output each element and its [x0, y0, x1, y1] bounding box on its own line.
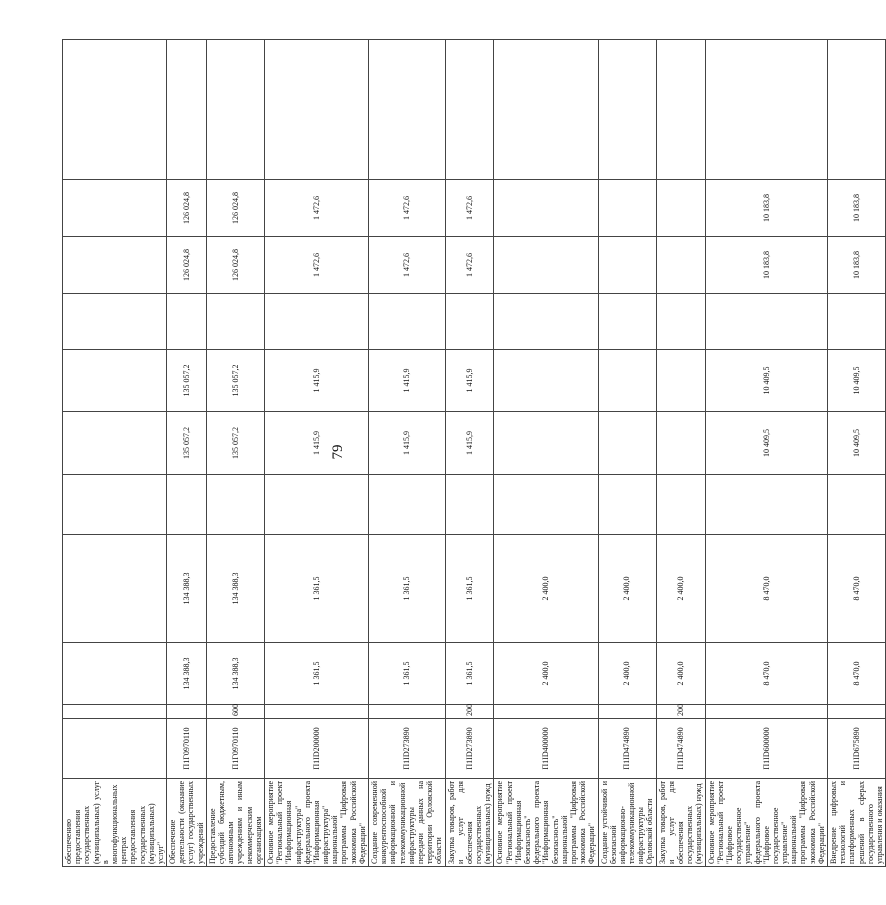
cell-c4: 135 057,2 — [167, 412, 207, 475]
cell-c5: 1 415,9 — [445, 350, 494, 412]
cell-vr — [598, 705, 656, 719]
cell-c3 — [445, 475, 494, 535]
cell-c6 — [264, 294, 368, 350]
cell-c6 — [828, 294, 886, 350]
cell-name: Создание устойчивой и безопасной информационно-телекоммуникационной инфраструктуры Орловской области — [598, 779, 656, 867]
cell-c8: 1 472,6 — [369, 180, 446, 237]
cell-code: П1ID273890 — [369, 719, 446, 779]
cell-name: Основное мероприятие "Региональный проект "Информационная безопасность" федерального проекта "Информационная безопасность" национальной программы "Цифровая экономика Российской Федерации" — [494, 779, 598, 867]
cell-c6 — [656, 294, 705, 350]
cell-c2: 134 388,3 — [167, 535, 207, 643]
cell-empty — [167, 40, 207, 180]
cell-c8: 10 183,8 — [828, 180, 886, 237]
table-row — [494, 40, 598, 867]
cell-c4: 135 057,2 — [206, 412, 264, 475]
cell-c3 — [705, 475, 827, 535]
cell-c5 — [63, 350, 167, 412]
cell-c2: 8 470,0 — [828, 535, 886, 643]
cell-c2: 2 400,0 — [656, 535, 705, 643]
cell-c6 — [167, 294, 207, 350]
table-row — [63, 40, 167, 867]
cell-c4 — [494, 412, 598, 475]
cell-empty — [369, 40, 446, 180]
cell-c4: 1 415,9 — [445, 412, 494, 475]
cell-code: П1Г0970110 — [206, 719, 264, 779]
cell-code: П1ID200000 — [264, 719, 368, 779]
cell-c4 — [598, 412, 656, 475]
cell-c7 — [598, 237, 656, 294]
cell-empty — [445, 40, 494, 180]
cell-c3 — [828, 475, 886, 535]
cell-c7 — [63, 237, 167, 294]
cell-empty — [705, 40, 827, 180]
cell-c5: 135 057,2 — [206, 350, 264, 412]
cell-vr: 600 — [206, 705, 264, 719]
table-body — [63, 40, 886, 867]
cell-name: обеспечению предоставления государственных (муниципальных) услуг в многофункциональных центрах предоставления государственных (муниципальных) услуг" — [63, 779, 167, 867]
cell-c7: 126 024,8 — [167, 237, 207, 294]
cell-c2: 2 400,0 — [494, 535, 598, 643]
cell-c8 — [63, 180, 167, 237]
cell-c2: 8 470,0 — [705, 535, 827, 643]
table-row — [369, 40, 446, 867]
cell-c3 — [264, 475, 368, 535]
cell-name: Закупка товаров, работ и услуг для обеспечения государственных (муниципальных) нужд — [445, 779, 494, 867]
cell-c8: 126 024,8 — [206, 180, 264, 237]
cell-c2 — [63, 535, 167, 643]
cell-name: Создание современной конкурентоспособной информационной и телекоммуникационной инфраструктуры передачи данных на территории Орловской области — [369, 779, 446, 867]
cell-c4 — [656, 412, 705, 475]
cell-c3 — [656, 475, 705, 535]
table-row — [264, 40, 368, 867]
cell-c1: 8 470,0 — [828, 643, 886, 705]
page-number: 79 — [330, 444, 346, 460]
cell-vr — [828, 705, 886, 719]
cell-name: Внедрение цифровых технологий и платформенных решений в сферах государственного управления и оказания — [828, 779, 886, 867]
cell-c8 — [494, 180, 598, 237]
cell-c8: 126 024,8 — [167, 180, 207, 237]
cell-c3 — [63, 475, 167, 535]
cell-c8: 1 472,6 — [264, 180, 368, 237]
cell-empty — [264, 40, 368, 180]
cell-c2: 1 361,5 — [445, 535, 494, 643]
cell-vr — [494, 705, 598, 719]
cell-c6 — [445, 294, 494, 350]
cell-c5: 1 415,9 — [264, 350, 368, 412]
cell-name: Обеспечение деятельности (оказание услуг) государственных учреждений — [167, 779, 207, 867]
cell-c4: 10 409,5 — [705, 412, 827, 475]
cell-name: Основное мероприятие "Региональный проект "Цифровое государственное управление" федерального проекта "Цифровое государственное управление" национальной программы "Цифровая экономика Российской Федерации" — [705, 779, 827, 867]
cell-name: Предоставление субсидий бюджетным, автономным учреждениям и иным некоммерческим организациям — [206, 779, 264, 867]
cell-c1: 1 361,5 — [369, 643, 446, 705]
cell-empty — [206, 40, 264, 180]
cell-c5: 10 409,5 — [705, 350, 827, 412]
cell-vr — [369, 705, 446, 719]
cell-c1: 8 470,0 — [705, 643, 827, 705]
cell-c7: 10 183,8 — [705, 237, 827, 294]
cell-c7 — [656, 237, 705, 294]
cell-code: П1Г0970110 — [167, 719, 207, 779]
cell-c2: 1 361,5 — [264, 535, 368, 643]
cell-c6 — [705, 294, 827, 350]
cell-c8 — [656, 180, 705, 237]
cell-c5 — [494, 350, 598, 412]
cell-empty — [598, 40, 656, 180]
cell-c3 — [494, 475, 598, 535]
table-row — [705, 40, 827, 867]
cell-c8: 1 472,6 — [445, 180, 494, 237]
cell-c7: 1 472,6 — [369, 237, 446, 294]
cell-c3 — [167, 475, 207, 535]
budget-table-container — [62, 40, 884, 867]
cell-c6 — [369, 294, 446, 350]
cell-c3 — [598, 475, 656, 535]
cell-vr — [167, 705, 207, 719]
cell-c6 — [598, 294, 656, 350]
cell-vr: 200 — [656, 705, 705, 719]
cell-c6 — [63, 294, 167, 350]
cell-c8: 10 183,8 — [705, 180, 827, 237]
cell-c7: 126 024,8 — [206, 237, 264, 294]
cell-c5: 135 057,2 — [167, 350, 207, 412]
cell-code: П1ID474890 — [598, 719, 656, 779]
cell-c6 — [494, 294, 598, 350]
cell-c2: 134 388,3 — [206, 535, 264, 643]
cell-code — [63, 719, 167, 779]
cell-c1: 134 388,3 — [206, 643, 264, 705]
table-row — [828, 40, 886, 867]
cell-c4 — [63, 412, 167, 475]
cell-c5: 1 415,9 — [369, 350, 446, 412]
cell-vr — [705, 705, 827, 719]
cell-empty — [656, 40, 705, 180]
cell-code: П1ID474890 — [656, 719, 705, 779]
cell-c3 — [369, 475, 446, 535]
cell-c5 — [656, 350, 705, 412]
cell-c5: 10 409,5 — [828, 350, 886, 412]
cell-code: П1ID273890 — [445, 719, 494, 779]
cell-c7: 1 472,6 — [445, 237, 494, 294]
cell-c5 — [598, 350, 656, 412]
cell-c1: 1 361,5 — [445, 643, 494, 705]
cell-c2: 2 400,0 — [598, 535, 656, 643]
table-row — [656, 40, 705, 867]
cell-c4: 1 415,9 — [264, 412, 368, 475]
cell-c1: 134 388,3 — [167, 643, 207, 705]
cell-c1: 2 400,0 — [598, 643, 656, 705]
cell-c7: 1 472,6 — [264, 237, 368, 294]
cell-c1: 1 361,5 — [264, 643, 368, 705]
cell-c2: 1 361,5 — [369, 535, 446, 643]
cell-c4: 10 409,5 — [828, 412, 886, 475]
cell-c7: 10 183,8 — [828, 237, 886, 294]
cell-code: П1ID675890 — [828, 719, 886, 779]
cell-c1: 2 400,0 — [656, 643, 705, 705]
cell-vr — [63, 705, 167, 719]
table-row — [598, 40, 656, 867]
cell-name: Основное мероприятие "Региональный проект "Информационная инфраструктура" федерального проекта "Информационная инфраструктура" национальной программы "Цифровая экономика Российской Федерации" — [264, 779, 368, 867]
table-row — [445, 40, 494, 867]
cell-code: П1ID600000 — [705, 719, 827, 779]
cell-vr — [264, 705, 368, 719]
budget-table — [62, 39, 886, 867]
cell-empty — [494, 40, 598, 180]
cell-code: П1ID400000 — [494, 719, 598, 779]
table-row — [167, 40, 207, 867]
cell-c4: 1 415,9 — [369, 412, 446, 475]
cell-empty — [63, 40, 167, 180]
cell-c1: 2 400,0 — [494, 643, 598, 705]
cell-c7 — [494, 237, 598, 294]
cell-c1 — [63, 643, 167, 705]
cell-c8 — [598, 180, 656, 237]
cell-empty — [828, 40, 886, 180]
cell-c3 — [206, 475, 264, 535]
table-row — [206, 40, 264, 867]
cell-vr: 200 — [445, 705, 494, 719]
cell-name: Закупка товаров, работ и услуг для обеспечения государственных (муниципальных) нужд — [656, 779, 705, 867]
cell-c6 — [206, 294, 264, 350]
